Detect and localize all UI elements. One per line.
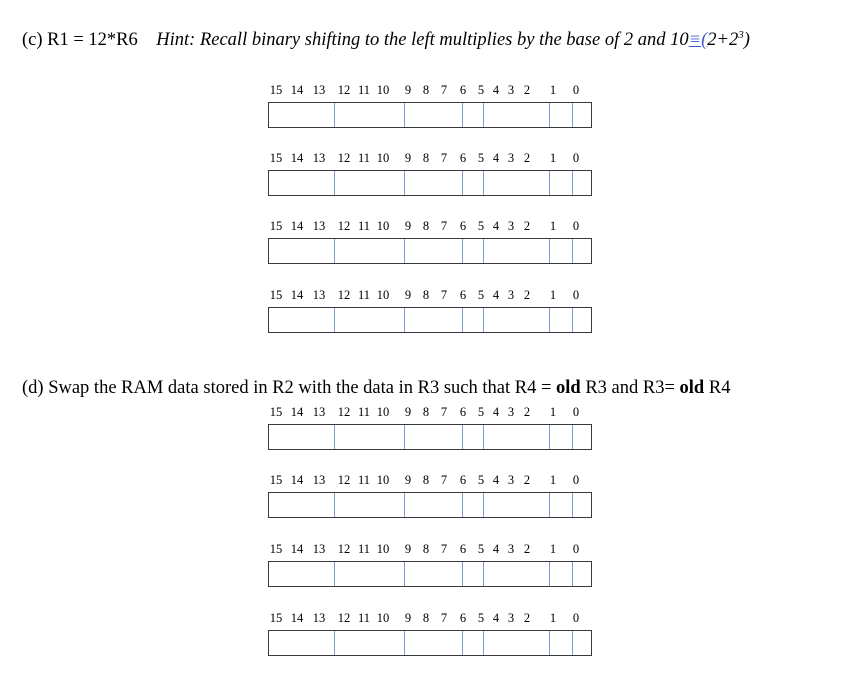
bit-label-2: 2: [523, 219, 531, 233]
bit-label-0: 0: [572, 405, 580, 419]
field-divider: [334, 493, 335, 517]
bit-label-12: 12: [337, 288, 351, 302]
bit-label-13: 13: [312, 542, 326, 556]
bit-label-5: 5: [477, 542, 485, 556]
bit-label-13: 13: [312, 288, 326, 302]
register-box[interactable]: [268, 238, 592, 264]
field-divider: [483, 425, 484, 449]
bit-label-4: 4: [492, 83, 500, 97]
bit-label-7: 7: [440, 405, 448, 419]
bit-label-5: 5: [477, 219, 485, 233]
field-divider: [462, 425, 463, 449]
bit-label-9: 9: [404, 151, 412, 165]
bit-label-5: 5: [477, 611, 485, 625]
register-box[interactable]: [268, 170, 592, 196]
bit-label-12: 12: [337, 473, 351, 487]
bit-label-6: 6: [459, 83, 467, 97]
bit-labels: [267, 542, 595, 560]
bit-label-8: 8: [422, 83, 430, 97]
bit-label-3: 3: [507, 151, 515, 165]
bit-label-13: 13: [312, 405, 326, 419]
register-d-1: [267, 405, 595, 451]
question-d-part3: R4: [704, 378, 731, 398]
register-d-2: [267, 473, 595, 519]
bit-label-7: 7: [440, 473, 448, 487]
field-divider: [462, 103, 463, 127]
field-divider: [549, 171, 550, 195]
bit-label-15: 15: [269, 542, 283, 556]
bit-labels: [267, 83, 595, 101]
bit-label-1: 1: [549, 611, 557, 625]
bit-label-7: 7: [440, 219, 448, 233]
bit-label-10: 10: [376, 219, 390, 233]
field-divider: [483, 308, 484, 332]
bit-label-10: 10: [376, 542, 390, 556]
field-divider: [572, 103, 573, 127]
bit-label-12: 12: [337, 219, 351, 233]
bit-label-10: 10: [376, 611, 390, 625]
bit-label-6: 6: [459, 151, 467, 165]
bit-label-1: 1: [549, 288, 557, 302]
bit-label-14: 14: [290, 473, 304, 487]
register-c-4: [267, 288, 595, 334]
hint-equivalence-link[interactable]: ≡(: [688, 30, 708, 51]
bit-label-11: 11: [357, 219, 371, 233]
bit-label-15: 15: [269, 219, 283, 233]
bit-label-0: 0: [572, 83, 580, 97]
bit-label-0: 0: [572, 219, 580, 233]
register-d-4: [267, 611, 595, 657]
field-divider: [334, 308, 335, 332]
bit-label-3: 3: [507, 83, 515, 97]
bit-label-11: 11: [357, 542, 371, 556]
field-divider: [549, 493, 550, 517]
field-divider: [334, 239, 335, 263]
register-c-2: [267, 151, 595, 197]
field-divider: [549, 631, 550, 655]
field-divider: [334, 171, 335, 195]
question-d-part2: R3 and R3=: [580, 378, 680, 398]
bit-label-13: 13: [312, 473, 326, 487]
bit-label-4: 4: [492, 611, 500, 625]
bit-label-7: 7: [440, 288, 448, 302]
field-divider: [483, 562, 484, 586]
field-divider: [404, 631, 405, 655]
field-divider: [462, 493, 463, 517]
bit-label-11: 11: [357, 405, 371, 419]
bit-label-1: 1: [549, 219, 557, 233]
register-box[interactable]: [268, 102, 592, 128]
question-c-prefix: (c) R1 = 12*R6: [22, 30, 138, 51]
bit-label-8: 8: [422, 405, 430, 419]
bit-label-9: 9: [404, 473, 412, 487]
bit-label-10: 10: [376, 83, 390, 97]
hint-exponent: 3: [738, 29, 744, 41]
bit-label-8: 8: [422, 219, 430, 233]
bit-label-2: 2: [523, 473, 531, 487]
field-divider: [572, 425, 573, 449]
bit-label-0: 0: [572, 151, 580, 165]
field-divider: [404, 308, 405, 332]
field-divider: [572, 171, 573, 195]
register-box[interactable]: [268, 630, 592, 656]
field-divider: [483, 103, 484, 127]
question-d: [22, 378, 730, 399]
field-divider: [549, 103, 550, 127]
field-divider: [483, 493, 484, 517]
bit-label-11: 11: [357, 83, 371, 97]
bit-label-15: 15: [269, 405, 283, 419]
register-c-1: [267, 83, 595, 129]
bit-label-15: 15: [269, 611, 283, 625]
bit-label-4: 4: [492, 405, 500, 419]
bit-label-2: 2: [523, 405, 531, 419]
bit-label-12: 12: [337, 151, 351, 165]
bit-label-3: 3: [507, 611, 515, 625]
bit-labels: [267, 219, 595, 237]
bit-label-2: 2: [523, 288, 531, 302]
field-divider: [483, 631, 484, 655]
bit-label-0: 0: [572, 288, 580, 302]
question-d-old-1: old: [556, 378, 581, 398]
question-c: [22, 29, 750, 51]
bit-label-15: 15: [269, 83, 283, 97]
field-divider: [572, 239, 573, 263]
bit-label-3: 3: [507, 219, 515, 233]
bit-label-8: 8: [422, 611, 430, 625]
bit-label-7: 7: [440, 151, 448, 165]
bit-label-6: 6: [459, 288, 467, 302]
bit-label-13: 13: [312, 611, 326, 625]
bit-label-6: 6: [459, 611, 467, 625]
field-divider: [462, 308, 463, 332]
bit-label-3: 3: [507, 542, 515, 556]
bit-label-14: 14: [290, 288, 304, 302]
field-divider: [462, 171, 463, 195]
field-divider: [572, 562, 573, 586]
bit-label-10: 10: [376, 473, 390, 487]
bit-label-4: 4: [492, 542, 500, 556]
register-box[interactable]: [268, 424, 592, 450]
register-d-3: [267, 542, 595, 588]
field-divider: [334, 562, 335, 586]
bit-label-5: 5: [477, 83, 485, 97]
field-divider: [404, 493, 405, 517]
bit-label-6: 6: [459, 405, 467, 419]
field-divider: [549, 239, 550, 263]
bit-label-5: 5: [477, 405, 485, 419]
register-box[interactable]: [268, 492, 592, 518]
bit-label-3: 3: [507, 405, 515, 419]
field-divider: [334, 103, 335, 127]
bit-label-12: 12: [337, 542, 351, 556]
bit-label-14: 14: [290, 542, 304, 556]
hint-expression: 2+2: [707, 30, 739, 51]
field-divider: [404, 425, 405, 449]
bit-label-12: 12: [337, 611, 351, 625]
bit-label-3: 3: [507, 288, 515, 302]
bit-label-11: 11: [357, 611, 371, 625]
bit-label-1: 1: [549, 405, 557, 419]
bit-label-10: 10: [376, 405, 390, 419]
bit-label-4: 4: [492, 288, 500, 302]
field-divider: [462, 562, 463, 586]
bit-label-5: 5: [477, 288, 485, 302]
bit-label-1: 1: [549, 473, 557, 487]
bit-label-0: 0: [572, 611, 580, 625]
bit-labels: [267, 405, 595, 423]
question-d-part1: (d) Swap the RAM data stored in R2 with the data in R3 such that R4 =: [22, 378, 557, 398]
bit-label-8: 8: [422, 288, 430, 302]
bit-label-13: 13: [312, 83, 326, 97]
bit-label-12: 12: [337, 83, 351, 97]
bit-label-2: 2: [523, 542, 531, 556]
bit-label-9: 9: [404, 611, 412, 625]
bit-label-10: 10: [376, 151, 390, 165]
bit-label-5: 5: [477, 151, 485, 165]
bit-label-9: 9: [404, 405, 412, 419]
field-divider: [462, 631, 463, 655]
bit-label-6: 6: [459, 542, 467, 556]
field-divider: [404, 239, 405, 263]
bit-label-4: 4: [492, 473, 500, 487]
bit-label-7: 7: [440, 611, 448, 625]
field-divider: [549, 308, 550, 332]
bit-labels: [267, 473, 595, 491]
bit-label-14: 14: [290, 219, 304, 233]
bit-label-15: 15: [269, 151, 283, 165]
field-divider: [404, 171, 405, 195]
bit-label-5: 5: [477, 473, 485, 487]
bit-label-6: 6: [459, 219, 467, 233]
bit-label-14: 14: [290, 405, 304, 419]
bit-label-13: 13: [312, 219, 326, 233]
bit-label-13: 13: [312, 151, 326, 165]
bit-label-1: 1: [549, 83, 557, 97]
bit-label-8: 8: [422, 473, 430, 487]
register-box[interactable]: [268, 561, 592, 587]
field-divider: [334, 425, 335, 449]
bit-label-2: 2: [523, 611, 531, 625]
field-divider: [572, 631, 573, 655]
bit-label-2: 2: [523, 83, 531, 97]
field-divider: [572, 493, 573, 517]
hint-main: Hint: Recall binary shifting to the left multiplies by the base of 2 and 10: [156, 30, 689, 51]
bit-label-11: 11: [357, 473, 371, 487]
field-divider: [462, 239, 463, 263]
register-c-3: [267, 219, 595, 265]
bit-labels: [267, 288, 595, 306]
bit-label-3: 3: [507, 473, 515, 487]
bit-label-15: 15: [269, 473, 283, 487]
bit-label-7: 7: [440, 83, 448, 97]
question-c-hint: [156, 30, 750, 50]
field-divider: [549, 425, 550, 449]
field-divider: [404, 562, 405, 586]
field-divider: [549, 562, 550, 586]
bit-label-14: 14: [290, 151, 304, 165]
hint-close: ): [743, 30, 750, 51]
bit-label-0: 0: [572, 542, 580, 556]
bit-label-11: 11: [357, 151, 371, 165]
field-divider: [334, 631, 335, 655]
bit-label-6: 6: [459, 473, 467, 487]
field-divider: [404, 103, 405, 127]
bit-label-9: 9: [404, 219, 412, 233]
bit-label-9: 9: [404, 542, 412, 556]
field-divider: [483, 239, 484, 263]
field-divider: [572, 308, 573, 332]
bit-label-8: 8: [422, 542, 430, 556]
question-d-old-2: old: [679, 378, 705, 398]
bit-label-4: 4: [492, 151, 500, 165]
bit-label-1: 1: [549, 542, 557, 556]
bit-label-9: 9: [404, 288, 412, 302]
register-box[interactable]: [268, 307, 592, 333]
bit-label-0: 0: [572, 473, 580, 487]
bit-label-8: 8: [422, 151, 430, 165]
bit-label-1: 1: [549, 151, 557, 165]
bit-label-14: 14: [290, 611, 304, 625]
bit-label-11: 11: [357, 288, 371, 302]
bit-labels: [267, 611, 595, 629]
bit-label-10: 10: [376, 288, 390, 302]
bit-label-2: 2: [523, 151, 531, 165]
bit-label-4: 4: [492, 219, 500, 233]
bit-label-7: 7: [440, 542, 448, 556]
bit-labels: [267, 151, 595, 169]
bit-label-15: 15: [269, 288, 283, 302]
bit-label-12: 12: [337, 405, 351, 419]
field-divider: [483, 171, 484, 195]
bit-label-9: 9: [404, 83, 412, 97]
bit-label-14: 14: [290, 83, 304, 97]
